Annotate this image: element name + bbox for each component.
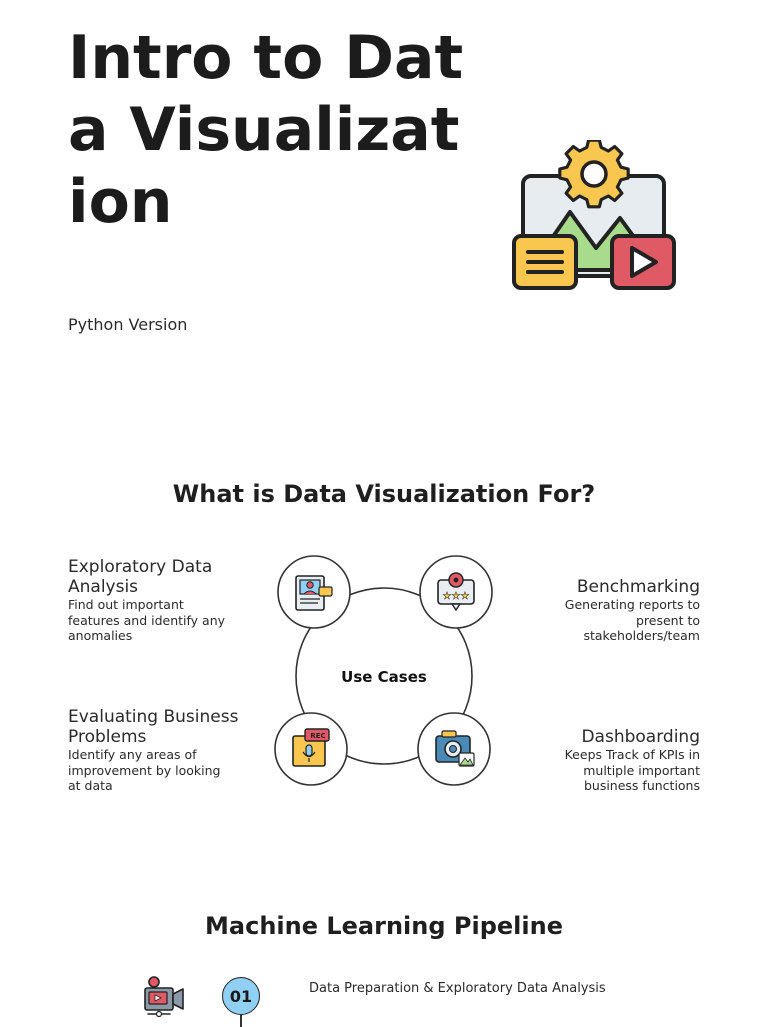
rating-review-icon	[420, 556, 492, 628]
use-case-description: Generating reports to present to stakeholders/team	[564, 597, 700, 643]
svg-text:★★★: ★★★	[442, 591, 470, 602]
page-subtitle: Python Version	[68, 315, 188, 334]
use-cases-section-title: What is Data Visualization For?	[172, 480, 596, 508]
use-cases-center-label: Use Cases	[341, 668, 427, 686]
use-case-dashboarding	[520, 727, 700, 794]
pipeline-step-label: Data Preparation & Exploratory Data Analysis	[309, 981, 606, 996]
camera-gallery-icon	[418, 713, 490, 785]
use-case-description: Identify any areas of improvement by looking at data	[68, 747, 221, 793]
use-case-evaluating	[68, 707, 248, 794]
pipeline-connector	[240, 1015, 242, 1027]
pipeline-section-title: Machine Learning Pipeline	[205, 912, 563, 940]
profile-document-icon	[278, 556, 350, 628]
media-settings-icon	[508, 140, 680, 296]
recording-microphone-icon	[275, 713, 347, 785]
use-case-benchmarking	[520, 577, 700, 644]
use-case-description: Keeps Track of KPIs in multiple important business functions	[564, 747, 700, 793]
page-title: Intro to Data Visualization	[68, 23, 464, 237]
use-case-description: Find out important features and identify any anomalies	[68, 597, 226, 643]
use-case-heading: Dashboarding	[581, 727, 700, 747]
use-case-heading: Exploratory Data Analysis	[68, 557, 213, 597]
use-case-heading: Benchmarking	[576, 577, 700, 597]
pipeline-step-number: 01	[222, 977, 260, 1015]
use-cases-diagram	[270, 550, 500, 790]
rec-label: REC	[310, 732, 326, 740]
use-case-exploratory	[68, 557, 248, 644]
video-camera-icon	[142, 976, 186, 1018]
use-case-heading: Evaluating Business Problems	[68, 707, 239, 747]
